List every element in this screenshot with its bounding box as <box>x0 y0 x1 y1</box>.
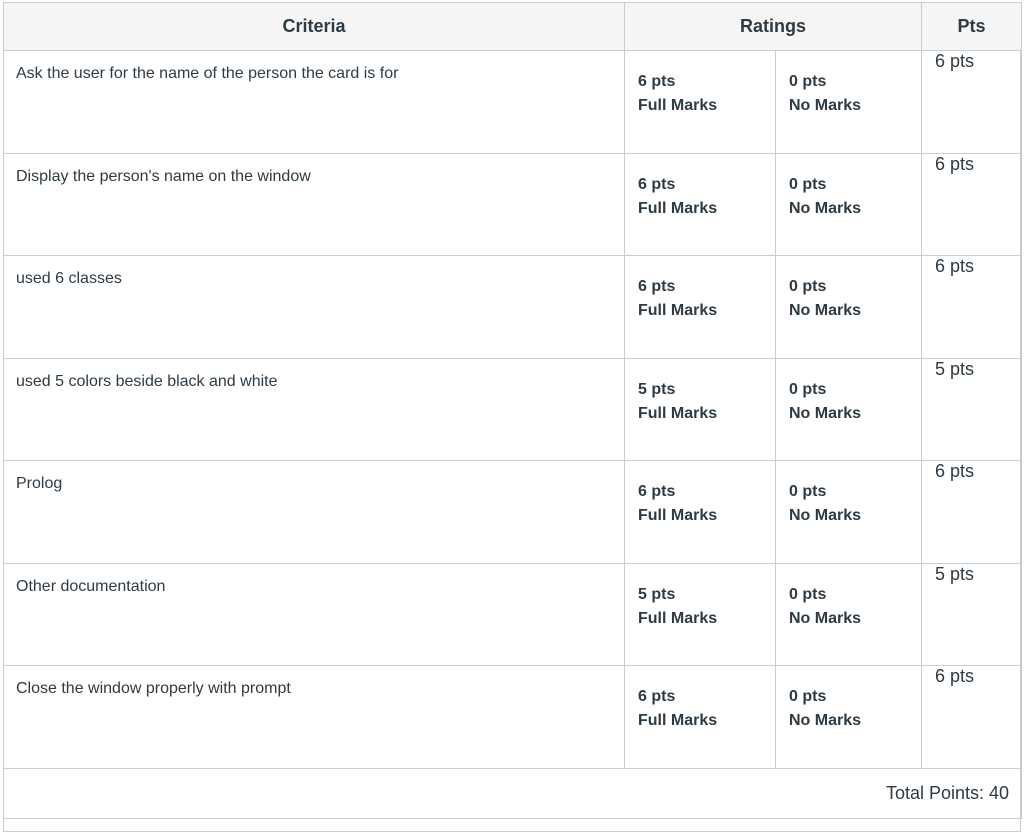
criterion-row <box>4 666 1022 769</box>
rating-description: No Marks <box>789 712 862 729</box>
rating-description: Full Marks <box>638 712 718 729</box>
criterion-description: Display the person's name on the window <box>4 153 625 256</box>
criterion-row <box>4 461 1022 564</box>
rating-description: No Marks <box>789 404 862 422</box>
ratings-header: Ratings <box>625 3 922 51</box>
total-points: Total Points: 40 <box>4 768 1022 818</box>
rating-full-marks[interactable] <box>625 563 776 666</box>
rating-points: 0 pts <box>789 688 827 705</box>
pts-header: Pts <box>922 3 1022 51</box>
rating-full-marks[interactable] <box>625 666 776 769</box>
rating-full-marks[interactable] <box>625 256 776 359</box>
rating-full-marks[interactable] <box>625 461 776 564</box>
rating-description: Full Marks <box>638 609 718 627</box>
rating-points: 0 pts <box>789 483 827 500</box>
rating-points: 5 pts <box>638 380 676 398</box>
rating-points: 0 pts <box>789 73 827 90</box>
rating-description: No Marks <box>789 507 862 524</box>
rating-points: 6 pts <box>638 483 676 500</box>
criterion-points: 6 pts <box>922 666 1022 769</box>
rating-description: No Marks <box>789 97 862 114</box>
rating-no-marks[interactable] <box>776 563 922 666</box>
criterion-row <box>4 256 1022 359</box>
criterion-points: 6 pts <box>922 153 1022 256</box>
rating-no-marks[interactable] <box>776 153 922 256</box>
criterion-description: used 6 classes <box>4 256 625 359</box>
criterion-description: Close the window properly with prompt <box>4 666 625 769</box>
criterion-points: 5 pts <box>922 358 1022 461</box>
rubric-table <box>3 2 1022 819</box>
rating-points: 6 pts <box>638 175 676 193</box>
rubric-table-container <box>3 2 1021 832</box>
rating-no-marks[interactable] <box>776 358 922 461</box>
header-row <box>4 3 1022 51</box>
rating-full-marks[interactable] <box>625 153 776 256</box>
rating-full-marks[interactable] <box>625 358 776 461</box>
criterion-points: 6 pts <box>922 256 1022 359</box>
rating-description: Full Marks <box>638 507 718 524</box>
rating-description: Full Marks <box>638 97 718 114</box>
rating-points: 0 pts <box>789 175 827 193</box>
rating-points: 0 pts <box>789 585 827 603</box>
rating-no-marks[interactable] <box>776 51 922 154</box>
rating-points: 6 pts <box>638 278 676 295</box>
criterion-row <box>4 563 1022 666</box>
criterion-description: used 5 colors beside black and white <box>4 358 625 461</box>
total-row <box>4 768 1022 818</box>
criterion-row <box>4 358 1022 461</box>
criterion-description: Ask the user for the name of the person the card is for <box>4 51 625 154</box>
rating-no-marks[interactable] <box>776 461 922 564</box>
criterion-points: 6 pts <box>922 51 1022 154</box>
rating-points: 6 pts <box>638 688 676 705</box>
criterion-description: Prolog <box>4 461 625 564</box>
rating-points: 5 pts <box>638 585 676 603</box>
rating-no-marks[interactable] <box>776 666 922 769</box>
rating-full-marks[interactable] <box>625 51 776 154</box>
criterion-points: 5 pts <box>922 563 1022 666</box>
rating-description: No Marks <box>789 302 862 319</box>
criterion-description: Other documentation <box>4 563 625 666</box>
criterion-points: 6 pts <box>922 461 1022 564</box>
rating-points: 6 pts <box>638 73 676 90</box>
rating-description: Full Marks <box>638 404 718 422</box>
rating-no-marks[interactable] <box>776 256 922 359</box>
rating-points: 0 pts <box>789 380 827 398</box>
rating-description: Full Marks <box>638 199 718 217</box>
rating-description: No Marks <box>789 609 862 627</box>
criteria-header: Criteria <box>4 3 625 51</box>
rating-points: 0 pts <box>789 278 827 295</box>
rating-description: Full Marks <box>638 302 718 319</box>
criterion-row <box>4 153 1022 256</box>
criterion-row <box>4 51 1022 154</box>
rating-description: No Marks <box>789 199 862 217</box>
